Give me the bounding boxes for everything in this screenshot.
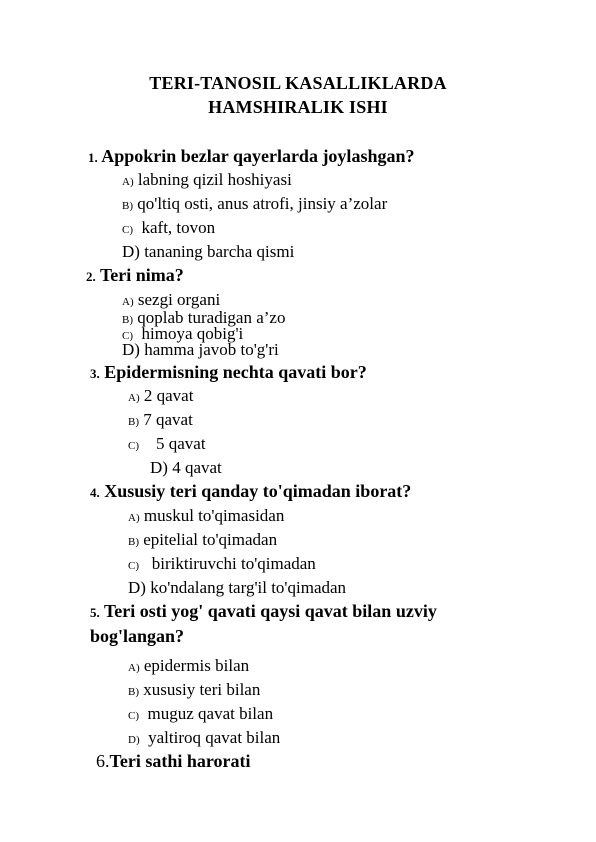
answer-text: muguz qavat bilan bbox=[147, 704, 274, 723]
question-6 bbox=[96, 751, 251, 772]
question-number: 3. bbox=[90, 366, 100, 381]
answer-letter: A) bbox=[128, 662, 140, 674]
answer-letter: A) bbox=[122, 176, 134, 188]
question-1 bbox=[88, 146, 414, 167]
answer-text: qo'ltiq osti, anus atrofi, jinsiy a’zolar bbox=[137, 194, 388, 213]
question-number: 4. bbox=[90, 485, 100, 500]
question-number: 6. bbox=[96, 751, 110, 771]
answer-letter: B) bbox=[128, 416, 139, 428]
answer-5d bbox=[128, 728, 280, 748]
answer-letter: C) bbox=[128, 560, 139, 572]
answer-text: 4 qavat bbox=[172, 458, 222, 477]
answer-text: xususiy teri bilan bbox=[143, 680, 261, 699]
answer-letter: C) bbox=[128, 710, 139, 722]
question-5 bbox=[90, 601, 437, 622]
answer-1b bbox=[122, 194, 387, 214]
answer-text: muskul to'qimasidan bbox=[143, 506, 285, 525]
answer-1c bbox=[122, 218, 215, 238]
answer-letter: D) bbox=[128, 578, 146, 597]
answer-text: biriktiruvchi to'qimadan bbox=[151, 554, 316, 573]
answer-text: 2 qavat bbox=[143, 386, 194, 405]
answer-text: 7 qavat bbox=[143, 410, 193, 429]
answer-letter: D) bbox=[122, 242, 140, 261]
answer-letter: B) bbox=[122, 314, 133, 326]
title-line-1: TERI-TANOSIL KASALLIKLARDA bbox=[149, 73, 447, 93]
question-number: 5. bbox=[90, 605, 100, 620]
answer-text: hamma javob to'g'ri bbox=[144, 340, 279, 359]
answer-4d bbox=[128, 578, 346, 598]
answer-letter: A) bbox=[128, 392, 140, 404]
answer-text: qoplab turadigan a’zo bbox=[137, 308, 286, 327]
answer-text: himoya qobig'i bbox=[141, 324, 244, 343]
title-line-2: HAMSHIRALIK ISHI bbox=[208, 97, 388, 117]
answer-letter: B) bbox=[122, 200, 133, 212]
answer-text: tananing barcha qismi bbox=[144, 242, 295, 261]
answer-letter: B) bbox=[128, 686, 139, 698]
answer-text: yaltiroq qavat bilan bbox=[148, 728, 281, 747]
answer-4b bbox=[128, 530, 277, 550]
answer-3a bbox=[128, 386, 193, 406]
question-5-continuation: bog'langan? bbox=[90, 626, 185, 646]
question-number: 1. bbox=[88, 150, 98, 165]
question-text: Xususiy teri qanday to'qimadan iborat? bbox=[104, 481, 412, 501]
answer-2a bbox=[122, 290, 220, 310]
answer-5b bbox=[128, 680, 260, 700]
answer-5c bbox=[128, 704, 273, 724]
question-text: Teri sathi harorati bbox=[109, 751, 251, 771]
answer-text: epidermis bilan bbox=[143, 656, 250, 675]
question-text: Appokrin bezlar qayerlarda joylashgan? bbox=[101, 146, 415, 166]
answer-letter: C) bbox=[122, 224, 133, 236]
answer-5a bbox=[128, 656, 249, 676]
question-2 bbox=[86, 265, 184, 286]
answer-text: labning qizil hoshiyasi bbox=[137, 170, 292, 189]
answer-4a bbox=[128, 506, 284, 526]
question-text: Epidermisning nechta qavati bor? bbox=[104, 362, 367, 382]
answer-3b bbox=[128, 410, 193, 430]
question-text: Teri osti yog' qavati qaysi qavat bilan uzviy bbox=[103, 601, 437, 621]
answer-letter: D) bbox=[150, 458, 168, 477]
question-text: Teri nima? bbox=[99, 265, 184, 285]
answer-text: 5 qavat bbox=[156, 434, 206, 453]
answer-letter: B) bbox=[128, 536, 139, 548]
answer-text: epitelial to'qimadan bbox=[143, 530, 278, 549]
answer-3c bbox=[128, 434, 206, 454]
answer-text: kaft, tovon bbox=[141, 218, 216, 237]
answer-letter: A) bbox=[122, 296, 134, 308]
answer-letter: A) bbox=[128, 512, 140, 524]
answer-text: ko'ndalang targ'il to'qimadan bbox=[150, 578, 347, 597]
answer-letter: C) bbox=[122, 330, 133, 342]
answer-letter: D) bbox=[122, 340, 140, 359]
answer-3d bbox=[150, 458, 222, 478]
answer-2d bbox=[122, 340, 279, 360]
answer-letter: C) bbox=[128, 440, 139, 452]
question-3 bbox=[90, 362, 367, 383]
answer-4c bbox=[128, 554, 316, 574]
answer-1d bbox=[122, 242, 294, 262]
answer-text: sezgi organi bbox=[137, 290, 221, 309]
question-4 bbox=[90, 481, 411, 502]
answer-1a bbox=[122, 170, 292, 190]
question-number: 2. bbox=[86, 269, 96, 284]
answer-letter: D) bbox=[128, 734, 140, 746]
